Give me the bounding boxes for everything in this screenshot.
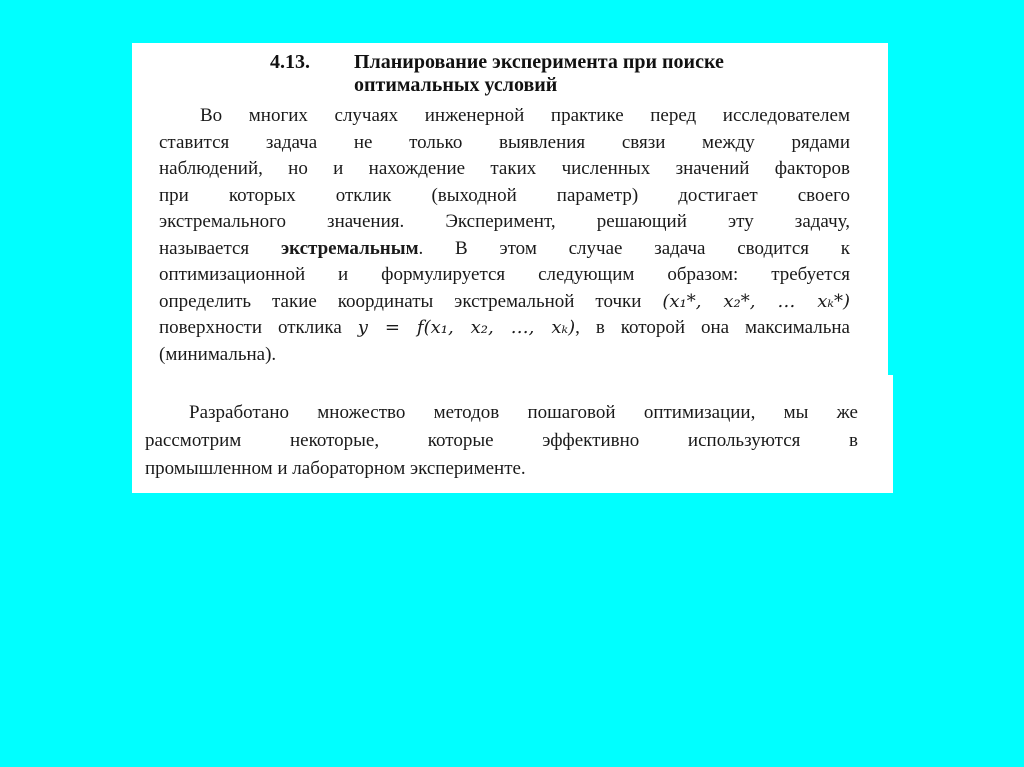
bold-term: экстремальным [280, 237, 419, 259]
section-heading [270, 51, 830, 97]
text-line: наблюдений, но и нахождение таких численных значений факторов [159, 158, 850, 179]
text-line [159, 315, 850, 342]
paragraph-extremal-experiment [159, 103, 850, 368]
document-page-top [132, 43, 888, 375]
section-title-line1: Планирование эксперимента при поиске [354, 51, 724, 73]
text-fragment: , в которой она максимальна [575, 317, 850, 338]
text-line [159, 289, 850, 316]
text-line: ставится задача не только выявления связи между рядами [159, 131, 850, 153]
text-line: промышленном и лабораторном эксперименте. [145, 458, 526, 479]
text-fragment: определить такие координаты экстремальной точки [159, 290, 642, 312]
text-fragment: поверхности отклика [159, 317, 342, 338]
section-title-line2: оптимальных условий [354, 74, 558, 96]
math-response-function: y = f(x₁, x₂, …, xₖ) [357, 317, 576, 338]
text-line: при которых отклик (выходной параметр) достигает своего [159, 184, 850, 206]
text-line: Разработано множество методов пошаговой оптимизации, мы же [189, 402, 858, 423]
text-line: (минимальна). [159, 343, 277, 365]
paragraph-optimization-methods [145, 399, 858, 483]
text-line: оптимизационной и формулируется следующим образом: требуется [159, 264, 850, 285]
section-number: 4.13. [270, 51, 310, 73]
text-line: экстремального значения. Эксперимент, решающий эту задачу, [159, 211, 850, 232]
math-extremum-point: (x₁*, x₂*, … xₖ*) [662, 290, 851, 312]
text-line [159, 236, 850, 263]
text-line: рассмотрим некоторые, которые эффективно используются в [145, 430, 858, 451]
text-fragment: называется [159, 237, 250, 259]
text-fragment: . В этом случае задача сводится к [418, 237, 850, 259]
document-page-bottom [132, 375, 893, 493]
text-line: Во многих случаях инженерной практике перед исследователем [200, 105, 850, 126]
